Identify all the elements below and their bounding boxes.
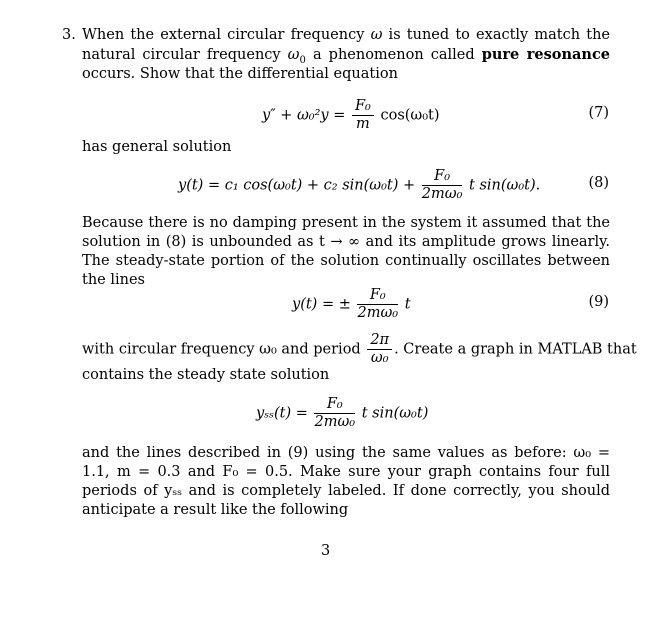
eq8-numerator: F₀ [422,168,463,186]
unbounded-paragraph: Because there is no damping present in the system it assumed that the solution in (8) is unbounded as t → ∞ and its amplitude grows linearly. The steady-state portion of the solution continually oscillates between the lines [82,215,610,288]
period-numerator: 2π [367,332,392,350]
eqss-numerator: F₀ [314,396,355,414]
eqss-denominator: 2mω₀ [314,414,356,430]
eq8-tag: (8) [588,175,609,191]
eq7-numerator: F₀ [352,98,374,116]
intro-text-b: is tuned to exactly match the natural circular frequency [82,27,610,63]
equation-9 [0,283,661,327]
equation-8 [0,164,661,208]
eq9-rhs: t [404,296,411,313]
page-number: 3 [321,543,331,559]
eqss-lhs: yₛₛ(t) = [256,405,308,422]
eq7-tag: (7) [588,105,609,121]
eq9-numerator: F₀ [357,287,398,305]
intro-paragraph: When the external circular frequency ω is tuned to exactly match the natural circular frequency $\omega_0$ a phenomenon called pure resonance occurs. Show that the differential equation [82,27,611,82]
omega-symbol: ω [370,27,383,43]
period-denominator: ω₀ [370,350,389,366]
equation-7 [0,94,661,138]
eq8-rhs: t sin(ω₀t). [469,177,541,194]
eq9-lhs: y(t) = ± [292,296,351,313]
eqss-fraction [314,396,355,431]
omega0-symbol: ω [287,47,300,63]
problem-number: 3. [62,27,76,43]
eq9-fraction [357,287,398,322]
eq7-fraction [352,98,374,133]
period-text-b: . Create a graph in MATLAB that [394,341,637,358]
period-fraction [367,332,392,367]
eq9-denominator: 2mω₀ [357,305,399,321]
general-solution-text: has general solution [82,139,232,155]
eq8-fraction [422,168,463,203]
eq7-lhs: y″ + ω₀²y = [262,107,346,124]
steady-state-intro: contains the steady state solution [82,367,330,383]
pure-resonance-term: pure resonance [481,46,611,63]
eq9-tag: (9) [588,294,609,310]
instructions-paragraph: and the lines described in (9) using the same values as before: ω₀ = 1.1, m = 0.3 and F₀ = 0.5. Make sure your graph contains four full periods of yₛₛ and is completely labeled. If done correctly, you should anticipate a result like the following [82,445,610,518]
eq7-denominator: m [356,116,370,132]
intro-text-c: a phenomenon called [305,47,482,63]
eq7-rhs: cos(ω₀t) [380,107,440,124]
period-text-a: with circular frequency ω₀ and period [82,341,361,358]
eq8-lhs: y(t) = c₁ cos(ω₀t) + c₂ sin(ω₀t) + [178,177,416,194]
eqss-rhs: t sin(ω₀t) [361,405,429,422]
intro-text-d: occurs. Show that the differential equation [82,66,398,82]
intro-text-a: When the external circular frequency [82,27,371,43]
equation-yss [0,392,661,436]
eq8-denominator: 2mω₀ [421,186,463,202]
period-line [82,332,637,367]
